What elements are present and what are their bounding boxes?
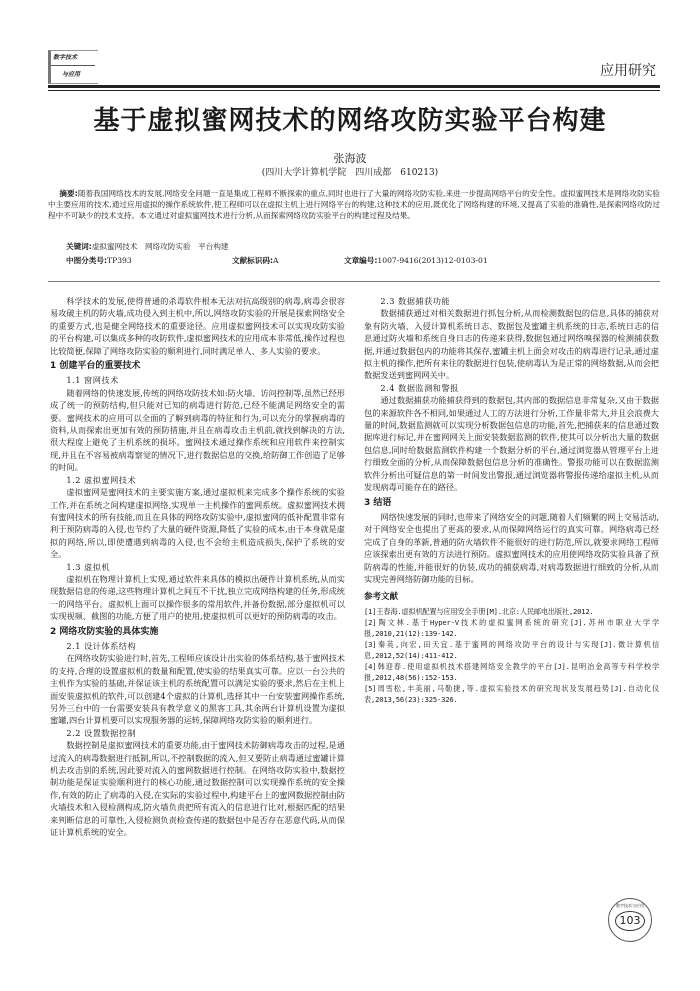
- section-3-text: 网络快速发展的同时,也带来了网络安全的问题,随着人们频繁的网上交易活动,对于网络安全也提出了更高的要求,从而保障网络运行的真实可靠。网络病毒已经完成了自身的革新,普通的防火墙软件不能很好的进行防范,所以,就要求网络工程师应该探索出更有效的方法进行预防。虚拟蜜网技术的应用使网络攻防实验具备了预防病毒的性能,并能很好的仿装,成功的捕获病毒,对病毒数据进行细致的分析,从而实现完善网络防御功能的目标。: [364, 511, 659, 584]
- author-affiliation: (四川大学计算机学院 四川成都 610213): [261, 168, 439, 178]
- intro-paragraph: 科学技术的发展,使得普通的杀毒软件根本无法对抗高级别的病毒,病毒会很容易攻破主机的防火墙,成功侵入到主机中,所以,网络攻防实验的开展是探索网络安全的重要方式,也是健全网络技术的重要途径。应用虚拟蜜网技术可以实现攻防实验的平台构建,可以集成多种的攻防软件,虚拟蜜网技术的应用成本非常低,操作过程也比较简便,保障了网络攻防实验的顺利进行,同时满足单人、多人实验的要求。: [50, 296, 345, 356]
- article-no-label: 文章编号:: [344, 256, 378, 265]
- reference-item: [3]秦英,向宏,田天宜.基于蜜网的网络攻防平台的设计与实现[J].微计算机信息,2012,52(14):411-412.: [364, 639, 659, 660]
- doc-code-value: A: [273, 256, 279, 265]
- doc-code-label: 文献标识码:: [232, 256, 274, 265]
- reference-item: [5]周雪松,丰美丽,马勒捷,等.虚拟实验技术的研究现状及发展趋势[J].自动化仪表,2013,56(23):325-326.: [364, 683, 659, 704]
- section-label: 应用研究: [600, 63, 656, 79]
- section-2-3-text: 数据捕获通过对相关数据进行抓包分析,从而检测数据包的信息,具体的捕获对象有防火墙、入侵计算机系统日志、数据包及蜜罐主机系统的日志,系统日志的信息通过防火墙和系统自身日志的传递来获得,数据包通过网络嗅探器的检测捕获数据,并通过数据包内的功能将其保存,蜜罐主机上面会对攻击的病毒进行记录,通过虚拟主机的操作,把所有来往的数据进行包装,使病毒认为是正常的网络数据,从而会把数据发送到蜜网网关中。: [364, 308, 659, 381]
- section-1-2-heading: 1.2 虚拟蜜网技术: [66, 474, 137, 485]
- reference-item: [1]王春海.虚拟机配置与应用安全手册[M].北京:人民邮电出版社,2012.: [364, 606, 594, 616]
- abstract-label: 摘要:: [59, 189, 78, 198]
- column-right: [364, 295, 659, 705]
- clc: [66, 255, 132, 266]
- section-2-2-heading: 2.2 设置数据控制: [66, 727, 137, 738]
- keywords: [66, 241, 229, 252]
- section-2-4-text: 通过数据捕获功能捕获得到的数据包,其内部的数据信息非常复杂,又由于数据包的来源软件各不相同,如果通过人工的方法进行分析,工作量非常大,并且会浪费大量的时间,数据监测就可以实现分析数据包信息的功能,首先,把捕获来的信息通过数据库进行标记,并在蜜网网关上面安装数据监测的软件,使其可以分析出大量的数据包信息,同时给数据监测软件构建一个数据分析的平台,通过浏览器从管理平台上进行细致全面的分析,从而保障数据包信息分析的准确性。警报功能可以在数据监测软件分析出可疑信息的第一时间发出警报,通过浏览器将警报传递给虚拟主机,从而发现病毒可能存在的路径。: [364, 395, 659, 493]
- journal-logo-bottom: 与应用: [62, 71, 81, 78]
- clc-value: TP393: [107, 256, 132, 265]
- section-1-3-heading: 1.3 虚拟机: [66, 561, 111, 572]
- abstract-text: 随着我国网络技术的发展,网络安全问题一直是集成工程师不断探索的重点,同时也进行了大量的网络攻防实验,来进一步提高网络平台的安全性。虚拟蜜网技术是网络攻防实验中主要应用的技术,通过应用虚拟的操作系统软件,使工程师可以在虚拟主机上进行网络平台的构建,这种技术的应用,既优化了网络构建的环境,又提高了实验的准确性,是探索网络攻防过程中不可缺少的技术支持。本文通过对虚拟蜜网技术进行分析,从而探索网络攻防实验平台的构建过程及结果。: [48, 189, 660, 221]
- keywords-label: 关键词:: [66, 242, 92, 251]
- article-number: [344, 255, 488, 266]
- section-2-4-heading: 2.4 数据监测和警报: [380, 382, 459, 393]
- section-1-3-text: 虚拟机在物理计算机上实现,通过软件来具体的模拟出硬件计算机系统,从而实现数据信息的传递,这些物理计算机之间互不干扰,独立完成网络构建的任务,形成统一的网络平台。虚拟机上面可以操作很多的常用软件,并备份数据,部分虚拟机可以实现视频、截图的功能,方便了用户的使用,使虚拟机可以更好的预防病毒的攻击。: [50, 573, 345, 622]
- header-rule-thin: [48, 90, 660, 91]
- page-number: 103: [615, 911, 645, 931]
- journal-logo-top: 数字技术: [53, 54, 78, 61]
- section-2-3-heading: 2.3 数据捕获功能: [380, 296, 451, 306]
- page-number-stamp: [608, 898, 652, 942]
- section-2-1-heading: 2.1 设计体系结构: [66, 640, 137, 651]
- clc-label: 中图分类号:: [66, 256, 108, 265]
- abstract-rule: [48, 281, 660, 282]
- logo-divider: [51, 65, 95, 66]
- article-title: 基于虚拟蜜网技术的网络攻防实验平台构建: [93, 106, 607, 136]
- header-rule: [48, 85, 660, 88]
- section-2-1-text: 在网络攻防实验进行时,首先,工程师应该设计出实验的体系结构,基于蜜网技术的支持,合理的设置虚拟机的数量和配置,使实验的结果真实可靠。应以一台公共的主机作为实验的基础,并保证该主机的系统配置可以满足实验的要求,然后在主机上面安装虚拟机的软件,可以创建4个虚拟的计算机,选择其中一台安装蜜网操作系统,另外三台中的一台需要安装具有教学意义的黑客工具,其余两台计算机设置为虚拟蜜罐,四台计算机要可以实现服务器的运转,保障网络攻防实验的顺利进行。: [50, 653, 345, 726]
- doc-code: [232, 255, 279, 266]
- reference-item: [2]陶文林.基于Hyper-V技术的虚拟蜜网系统的研究[J].苏州市职业大学学报,2010,21(12):139-142.: [364, 617, 659, 638]
- journal-logo: [48, 50, 98, 84]
- section-2-heading: 2 网络攻防实验的具体实施: [50, 626, 159, 637]
- keywords-text: 虚拟蜜网技术 网络攻防实验 平台构建: [91, 242, 229, 251]
- reference-item: [4]韩迎春.使用虚拟机技术搭建网络安全教学的平台[J].昆明冶金高等专科学校学报,2012,48(56):152-153.: [364, 661, 659, 682]
- section-1-2-text: 虚拟蜜网是蜜网技术的主要实施方案,通过虚拟机来完成多个操作系统的实验工作,并在系统之间构建虚拟网络,实现单一主机操作的蜜网系统。虚拟蜜网技术拥有蜜网技术的所有技能,而且在具体的网络攻防实验中,虚拟蜜网的低补配置非常有利于预防病毒的入侵,也节约了大量的硬件资源,降低了实验的成本,由于本身就是虚拟的网络,所以,即使遭遇到病毒的入侵,也不会给主机造成损失,保护了系统的安全。: [50, 487, 345, 560]
- stamp-text: 数字技术与应用: [616, 903, 644, 908]
- column-left: [50, 295, 345, 838]
- section-1-1-text: 随着网络的快速发展,传统的网络攻防技术如:防火墙、访问控制等,虽然已经形成了统一的预防结构,但只能对已知的病毒进行防范,已经不能满足网络安全的需要。蜜网技术的应用可以全面的了解到病毒的特征和行为,可以充分的掌握病毒的资料,从而探索出更加有效的预防措施,并且在病毒攻击主机前,就找到解决的方法,很大程度上避免了主机系统的损坏。蜜网技术通过操作系统和应用软件来控制实现,并且在不容易被病毒察觉的情况下,进行数据信息的交换,给防御工作创造了足够的时间。: [50, 387, 345, 473]
- abstract: [48, 188, 660, 222]
- section-1-heading: 1 创建平台的重要技术: [50, 361, 141, 372]
- article-no-value: 1007-9416(2013)12-0103-01: [377, 256, 488, 265]
- references-heading: 参考文献: [364, 592, 399, 603]
- section-3-heading: 3 结语: [364, 497, 392, 508]
- author-name: 张海波: [333, 152, 367, 165]
- section-1-1-heading: 1.1 窗网技术: [66, 375, 119, 386]
- section-2-2-text: 数据控制是虚拟蜜网技术的重要功能,由于蜜网技术防御病毒攻击的过程,是通过流入的病毒数据进行抵制,所以,不控制数据的流入,但又要防止病毒通过蜜罐计算机去攻击别的系统,因此要对流入的蜜网数据进行控制。在网络攻防实验中,数据控制功能是保证实验顺利进行的核心功能,通过数据控制可以实现操作系统的安全操作,有效的防止了病毒的入侵,在实际的实验过程中,构建平台上的蜜网数据控制由防火墙技术和入侵检测构成,防火墙负责把所有流入的信息进行比对,根据匹配的结果来判断信息的可靠性,入侵检测负责检查传递的数据包中是否存在恶意代码,从而保证计算机系统的安全。: [50, 740, 345, 838]
